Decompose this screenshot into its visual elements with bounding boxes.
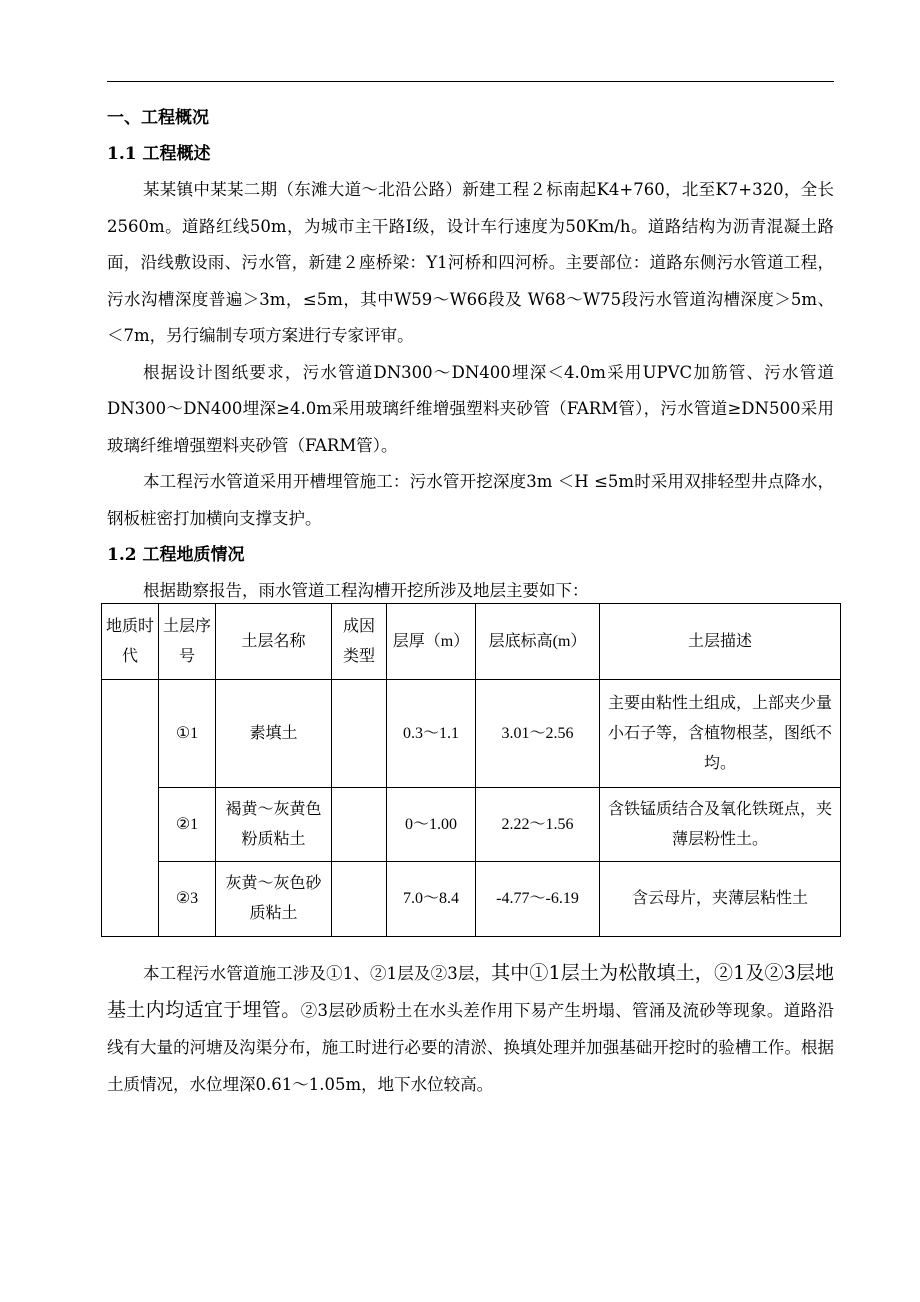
table-intro: 根据勘察报告，雨水管道工程沟槽开挖所涉及地层主要如下： <box>143 581 589 600</box>
subsection-heading-1-2: 1.2 工程地质情况 <box>107 545 245 565</box>
header-rule <box>107 81 834 82</box>
table-row <box>102 788 841 862</box>
era-cell <box>102 680 159 937</box>
table-header-row <box>102 604 841 680</box>
desc-cell: 主要由粘性土组成，上部夹少量小石子等，含植物根茎，图纸不均。 <box>600 680 841 788</box>
conclusion-part-3: ②3层砂质粉土在水头差作用下易产生坍塌、管涌及流砂等现象。道路沿线有大量的河塘及沟渠分布，施工时进行必要的清淤、换填处理并加强基础开挖时的验槽工作。根据土质情况，水位埋深0.61～1.05m，地下水位较高。 <box>107 1001 834 1094</box>
bottom-cell: 2.22～1.56 <box>476 788 600 862</box>
header-origin: 成因类型 <box>332 604 387 680</box>
overview-paragraph: 某某镇中某某二期（东滩大道～北沿公路）新建工程２标南起K4+760，北至K7+320，全长2560m。道路红线50m，为城市主干路Ⅰ级，设计车行速度为50Km/h。道路结构为沥青混凝土路面，沿线敷设雨、污水管，新建２座桥梁：Y1河桥和四河桥。主要部位：道路东侧污水管道工程，污水沟槽深度普遍＞3m，≤5m，其中W59～W66段及 W68～W75段污水管道沟槽深度＞5m、＜7m，另行编制专项方案进行专家评审。 <box>107 180 834 345</box>
document-body <box>107 100 834 609</box>
desc-cell: 含铁锰质结合及氧化铁斑点，夹薄层粉性土。 <box>600 788 841 862</box>
section-heading: 一、工程概况 <box>107 108 209 128</box>
conclusion-section <box>107 955 834 1103</box>
header-bottom: 层底标高(m） <box>476 604 600 680</box>
name-cell: 灰黄～灰色砂质粘土 <box>216 862 332 937</box>
header-seq: 土层序号 <box>159 604 216 680</box>
origin-cell <box>332 680 387 788</box>
bottom-cell: -4.77～-6.19 <box>476 862 600 937</box>
table-row <box>102 862 841 937</box>
thickness-cell: 0～1.00 <box>387 788 476 862</box>
construction-method-paragraph: 本工程污水管道采用开槽埋管施工：污水管开挖深度3m ＜H ≤5m时采用双排轻型井点降水，钢板桩密打加横向支撑支护。 <box>107 472 834 528</box>
header-era: 地质时代 <box>102 604 159 680</box>
header-desc: 土层描述 <box>600 604 841 680</box>
conclusion-part-2: 其中①1层土为松散填土，②1及②3层地基土内均适宜于埋管。 <box>107 962 834 1021</box>
name-cell: 褐黄～灰黄色粉质粘土 <box>216 788 332 862</box>
seq-cell: ①1 <box>159 680 216 788</box>
thickness-cell: 7.0～8.4 <box>387 862 476 937</box>
conclusion-part-1: 本工程污水管道施工涉及①1、②1层及②3层， <box>143 964 492 983</box>
conclusion-paragraph <box>107 955 834 1103</box>
geology-table <box>101 603 841 937</box>
origin-cell <box>332 788 387 862</box>
seq-cell: ②3 <box>159 862 216 937</box>
thickness-cell: 0.3～1.1 <box>387 680 476 788</box>
subsection-heading-1-1: 1.1 工程概述 <box>107 144 211 164</box>
header-thickness: 层厚（m） <box>387 604 476 680</box>
header-name: 土层名称 <box>216 604 332 680</box>
table-row <box>102 680 841 788</box>
origin-cell <box>332 862 387 937</box>
seq-cell: ②1 <box>159 788 216 862</box>
pipe-spec-paragraph: 根据设计图纸要求，污水管道DN300～DN400埋深＜4.0m采用UPVC加筋管、污水管道DN300～DN400埋深≥4.0m采用玻璃纤维增强塑料夹砂管（FARM管），污水管道≥DN500采用玻璃纤维增强塑料夹砂管（FARM管）。 <box>107 362 834 455</box>
bottom-cell: 3.01～2.56 <box>476 680 600 788</box>
desc-cell: 含云母片，夹薄层粘性土 <box>600 862 841 937</box>
name-cell: 素填土 <box>216 680 332 788</box>
